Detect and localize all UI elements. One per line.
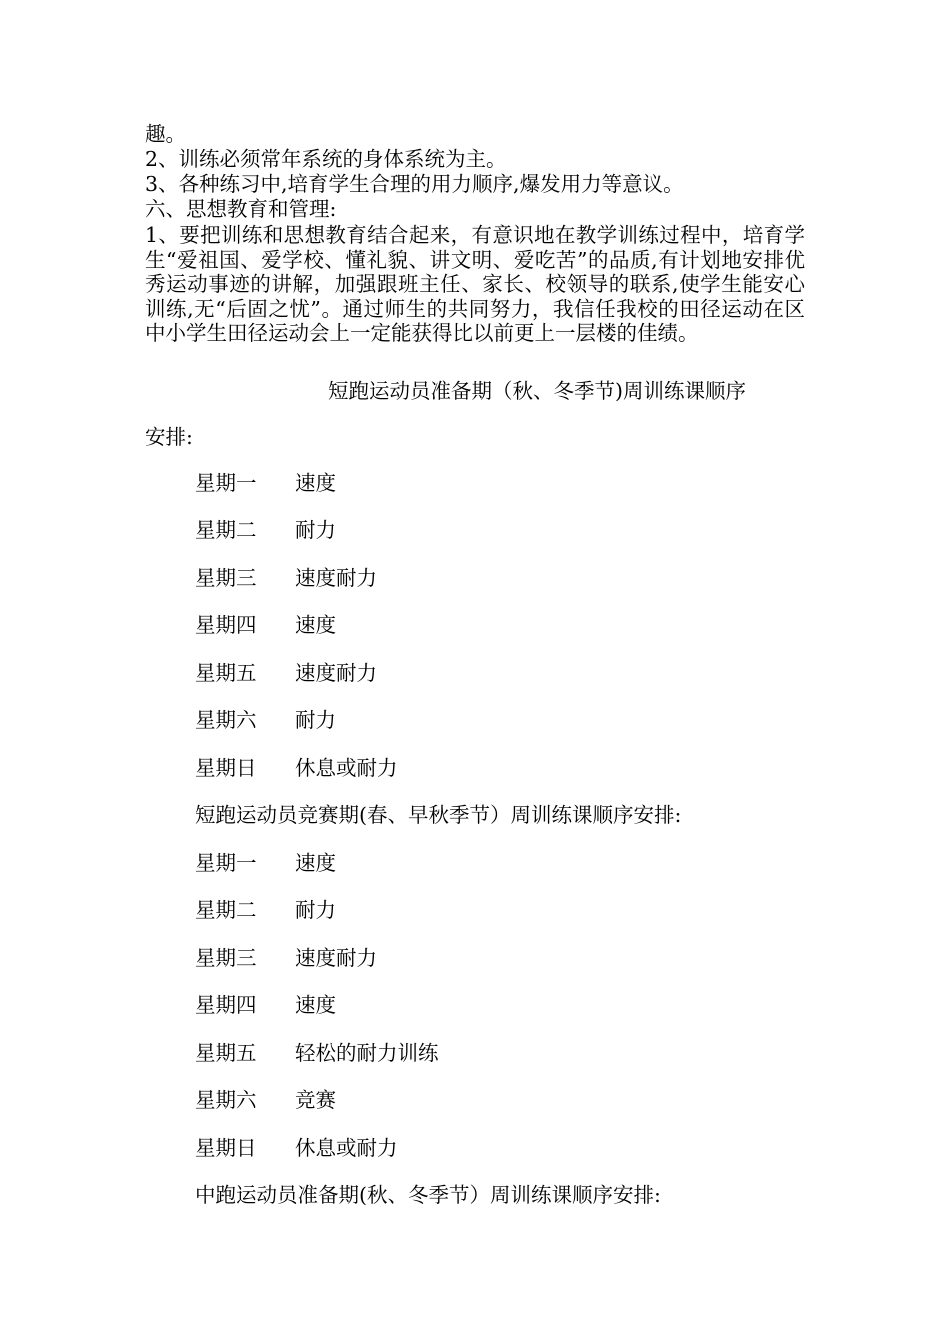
weekday-label: 星期三: [195, 566, 257, 590]
schedule-row: [195, 755, 398, 781]
training-content: 速度耐力: [295, 946, 377, 970]
training-content: 速度: [295, 993, 336, 1017]
training-content: 速度: [295, 471, 336, 495]
schedule-row: [195, 565, 377, 591]
schedule-row: [195, 992, 336, 1018]
schedule-row: [195, 470, 336, 496]
schedule-row: [195, 612, 336, 638]
schedule-row: [195, 1040, 439, 1066]
weekday-label: 星期二: [195, 518, 257, 542]
training-content: 休息或耐力: [295, 1136, 398, 1160]
weekday-label: 星期一: [195, 851, 257, 875]
section1-title: 短跑运动员准备期（秋、冬季节)周训练课顺序: [328, 379, 746, 403]
section1-title-cont: 安排:: [145, 425, 193, 449]
weekday-label: 星期日: [195, 1136, 257, 1160]
weekday-label: 星期六: [195, 1088, 257, 1112]
intro-line-1: 趣。: [145, 122, 186, 146]
training-content: 休息或耐力: [295, 756, 398, 780]
training-content: 耐力: [295, 898, 336, 922]
training-content: 速度: [295, 851, 336, 875]
weekday-label: 星期一: [195, 471, 257, 495]
weekday-label: 星期日: [195, 756, 257, 780]
training-content: 速度耐力: [295, 566, 377, 590]
section-heading-ideology: 六、思想教育和管理:: [145, 197, 337, 221]
training-content: 轻松的耐力训练: [295, 1041, 439, 1065]
weekday-label: 星期五: [195, 661, 257, 685]
weekday-label: 星期六: [195, 708, 257, 732]
schedule-row: [195, 517, 336, 543]
weekday-label: 星期五: [195, 1041, 257, 1065]
weekday-label: 星期二: [195, 898, 257, 922]
training-content: 速度: [295, 613, 336, 637]
weekday-label: 星期四: [195, 613, 257, 637]
section3-title: 中跑运动员准备期(秋、冬季节）周训练课顺序安排:: [195, 1183, 661, 1207]
schedule-row: [195, 707, 336, 733]
weekday-label: 星期三: [195, 946, 257, 970]
training-content: 耐力: [295, 518, 336, 542]
ideology-paragraph: 1、要把训练和思想教育结合起来，有意识地在教学训练过程中，培育学生“爱祖国、爱学校、懂礼貌、讲文明、爱吃苦”的品质,有计划地安排优秀运动事迹的讲解，加强跟班主任、家长、校领导的联系,使学生能安心训练,无“后固之忧”。通过师生的共同努力，我信任我校的田径运动在区中小学生田径运动会上一定能获得比以前更上一层楼的佳绩。: [145, 223, 805, 345]
intro-line-3: 3、各种练习中,培育学生合理的用力顺序,爆发用力等意议。: [145, 172, 684, 196]
schedule-row: [195, 660, 377, 686]
weekday-label: 星期四: [195, 993, 257, 1017]
schedule-row: [195, 1087, 336, 1113]
training-content: 耐力: [295, 708, 336, 732]
schedule-row: [195, 850, 336, 876]
schedule-row: [195, 945, 377, 971]
schedule-row: [195, 1135, 398, 1161]
training-content: 竞赛: [295, 1088, 336, 1112]
section2-title: 短跑运动员竞赛期(春、早秋季节）周训练课顺序安排:: [195, 803, 682, 827]
intro-line-2: 2、训练必须常年系统的身体系统为主。: [145, 147, 507, 171]
schedule-row: [195, 897, 336, 923]
training-content: 速度耐力: [295, 661, 377, 685]
